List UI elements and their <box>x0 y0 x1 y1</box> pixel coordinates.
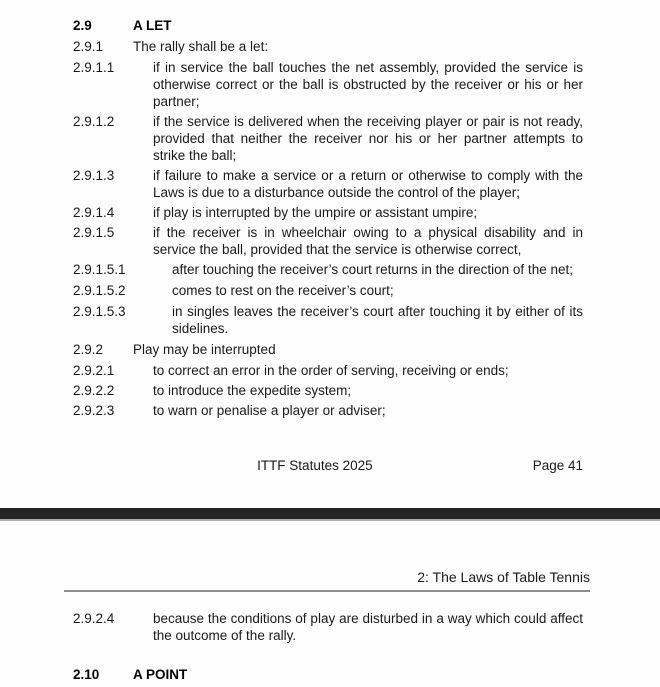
running-header-chapter-title: 2: The Laws of Table Tennis <box>64 569 590 592</box>
clause-2-9-1-2 <box>73 113 583 164</box>
page-42-clause-list <box>73 610 583 687</box>
clause-number: 2.9.1.5.1 <box>73 262 126 277</box>
clause-text: to correct an error in the order of serving, receiving or ends; <box>153 363 509 378</box>
clause-text: if failure to make a service or a return or otherwise to comply with the Laws is due to a disturbance outside the control of the player; <box>153 168 583 200</box>
clause-2-9-2-3 <box>73 402 583 419</box>
clause-number: 2.9 <box>73 18 92 33</box>
clause-2-9-1 <box>73 38 583 55</box>
clause-2-9 <box>73 17 583 34</box>
clause-2-9-1-3 <box>73 167 583 201</box>
clause-text: if in service the ball touches the net assembly, provided the service is otherwise correct or the ball is obstructed by the receiver or his or her partner; <box>153 60 583 109</box>
clause-number: 2.9.1 <box>73 39 104 54</box>
clause-number: 2.9.2 <box>73 342 104 357</box>
clause-text: if the receiver is in wheelchair owing to a physical disability and in service the ball, provided that the service is otherwise correct, <box>153 225 583 257</box>
clause-2-9-1-5-1 <box>73 261 583 278</box>
clause-2-9-1-5-2 <box>73 282 583 299</box>
clause-text: in singles leaves the receiver’s court after touching it by either of its sidelines. <box>172 304 583 336</box>
clause-2-9-1-1 <box>73 59 583 110</box>
clause-number: 2.9.1.1 <box>73 60 115 75</box>
clause-2-9-1-4 <box>73 204 583 221</box>
clause-number: 2.9.1.3 <box>73 168 115 183</box>
clause-text: to warn or penalise a player or adviser; <box>153 403 386 418</box>
clause-2-9-2-1 <box>73 362 583 379</box>
page-41-footer <box>73 457 583 474</box>
clause-text: to introduce the expedite system; <box>153 383 352 398</box>
footer-page-number: Page 41 <box>532 458 583 473</box>
clause-2-10 <box>73 666 583 683</box>
clause-number: 2.9.2.3 <box>73 403 115 418</box>
clause-text: after touching the receiver’s court returns in the direction of the net; <box>172 262 573 277</box>
clause-number: 2.9.2.2 <box>73 383 115 398</box>
clause-text: if play is interrupted by the umpire or assistant umpire; <box>153 205 478 220</box>
clause-number: 2.9.1.5.3 <box>73 304 126 319</box>
clause-text: A POINT <box>133 667 188 682</box>
clause-number: 2.10 <box>73 667 100 682</box>
clause-text: Play may be interrupted <box>133 342 276 357</box>
clause-2-9-2 <box>73 341 583 358</box>
clause-2-9-2-4 <box>73 610 583 644</box>
clause-number: 2.9.1.4 <box>73 205 115 220</box>
clause-text: because the conditions of play are disturbed in a way which could affect the outcome of the rally. <box>153 611 583 643</box>
clause-number: 2.9.2.4 <box>73 611 115 626</box>
clause-2-9-2-2 <box>73 382 583 399</box>
clause-number: 2.9.1.5 <box>73 225 115 240</box>
clause-number: 2.9.1.2 <box>73 114 115 129</box>
clause-text: if the service is delivered when the receiving player or pair is not ready, provided that neither the receiver nor his or her partner attempts to strike the ball; <box>153 114 583 163</box>
footer-document-title: ITTF Statutes 2025 <box>257 458 373 473</box>
clause-number: 2.9.1.5.2 <box>73 283 126 298</box>
page-41-clause-list <box>73 17 583 422</box>
clause-text: The rally shall be a let: <box>133 39 269 54</box>
clause-text: comes to rest on the receiver’s court; <box>172 283 394 298</box>
clause-2-9-1-5-3 <box>73 303 583 337</box>
clause-number: 2.9.2.1 <box>73 363 115 378</box>
page-break-divider <box>0 508 660 521</box>
clause-text: A LET <box>133 18 172 33</box>
clause-2-9-1-5 <box>73 224 583 258</box>
